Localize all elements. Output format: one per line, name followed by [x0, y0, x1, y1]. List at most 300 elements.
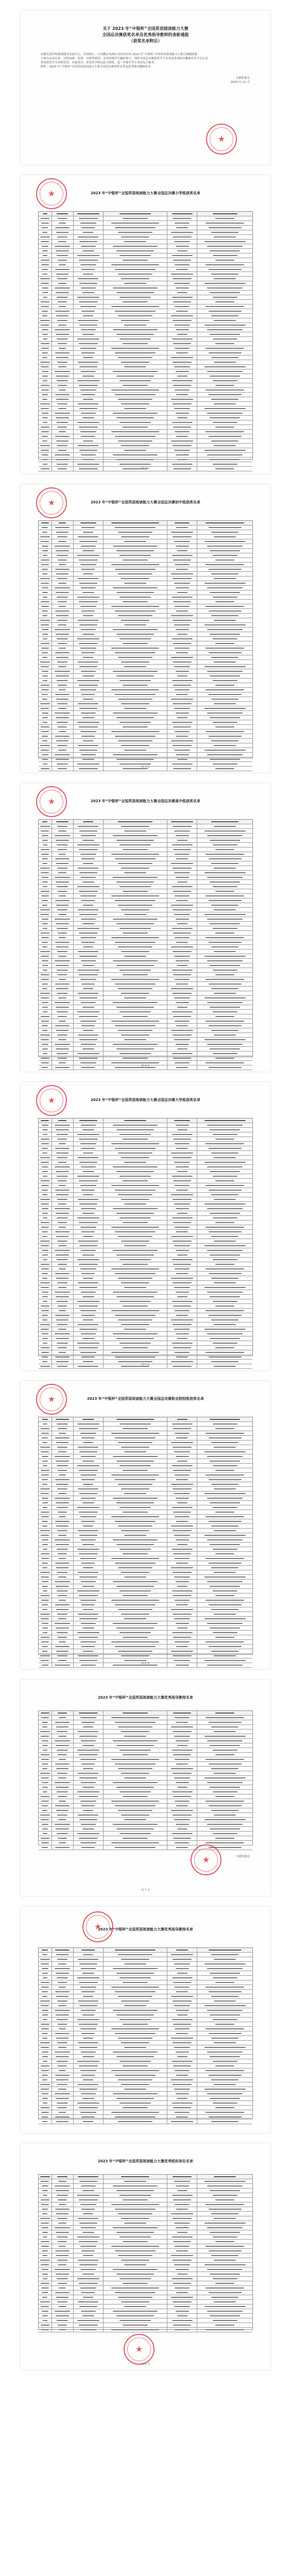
table-cell — [52, 1327, 74, 1331]
cell-text-mark — [41, 1987, 49, 1988]
table-cell — [39, 2207, 52, 2211]
table-cell — [167, 1976, 197, 1980]
cell-text-mark — [121, 1530, 149, 1531]
cell-text-mark — [210, 1007, 240, 1008]
table-cell — [167, 753, 197, 757]
cell-text-mark — [42, 1498, 49, 1499]
cell-text-mark — [211, 988, 238, 989]
table-cell — [74, 2253, 104, 2258]
table-cell — [52, 903, 74, 907]
table-row — [39, 1318, 252, 1323]
cell-text-mark — [121, 868, 149, 869]
cell-text-mark — [121, 1035, 149, 1036]
cell-text-mark — [41, 1558, 49, 1559]
table-row — [39, 1304, 252, 1309]
cell-text-mark — [42, 717, 48, 718]
cell-text-mark — [40, 745, 49, 746]
cell-text-mark — [83, 988, 93, 989]
cell-text-mark — [173, 560, 191, 561]
cell-text-mark — [173, 1512, 191, 1513]
cell-text-mark — [177, 717, 187, 718]
table-cell — [52, 2258, 74, 2262]
cell-text-mark — [171, 2255, 193, 2256]
table-row — [39, 2115, 252, 2120]
cell-text-mark — [207, 2269, 243, 2270]
cell-text-mark — [40, 278, 49, 279]
cell-text-mark — [121, 578, 149, 579]
table-row — [39, 940, 252, 945]
cell-text-mark — [57, 844, 69, 845]
table-row — [39, 1967, 252, 1971]
cell-text-mark — [55, 858, 70, 859]
cell-text-mark — [42, 1048, 48, 1049]
cell-text-mark — [176, 2292, 188, 2293]
cell-text-mark — [56, 292, 70, 293]
table-cell — [104, 757, 167, 761]
cell-text-mark — [42, 269, 48, 270]
cell-text-mark — [207, 1250, 243, 1251]
cell-text-mark — [119, 638, 151, 639]
table-cell — [74, 1459, 104, 1463]
table-cell — [104, 1262, 167, 1266]
table-cell — [39, 1730, 52, 1734]
cell-text-mark — [211, 1954, 238, 1955]
cell-text-mark — [58, 1777, 66, 1778]
cell-text-mark — [173, 1637, 191, 1638]
table-cell — [104, 1183, 167, 1188]
cell-text-mark — [210, 1048, 240, 1049]
table-cell — [167, 1543, 197, 1547]
cell-text-mark — [59, 1600, 66, 1601]
cell-text-mark — [40, 1488, 49, 1489]
cell-text-mark — [78, 2084, 98, 2085]
table-row — [39, 739, 252, 743]
table-cell — [104, 544, 167, 548]
cell-text-mark — [172, 1549, 193, 1550]
table-cell — [39, 2235, 52, 2239]
table-cell — [52, 2267, 74, 2272]
table-cell — [39, 337, 52, 341]
table-cell — [39, 277, 52, 281]
table-cell — [39, 558, 52, 562]
cell-text-mark — [55, 960, 71, 961]
table-cell — [74, 875, 104, 879]
table-row — [39, 332, 252, 337]
cell-text-mark — [111, 2329, 159, 2330]
cell-text-mark — [79, 1180, 98, 1181]
cell-text-mark — [210, 2190, 240, 2191]
table-cell — [197, 912, 252, 917]
table-cell — [104, 1556, 167, 1561]
table-cell — [74, 2300, 104, 2304]
cell-text-mark — [41, 1512, 49, 1513]
cell-text-mark — [214, 1959, 236, 1960]
cell-text-mark — [211, 905, 238, 906]
cell-text-mark — [171, 1484, 193, 1485]
table-cell — [74, 651, 104, 655]
table-cell — [197, 697, 252, 701]
cell-text-mark — [204, 1535, 246, 1536]
cell-text-mark — [78, 1157, 98, 1158]
table-cell — [104, 2189, 167, 2193]
table-cell — [39, 1757, 52, 1761]
cell-text-mark — [171, 1726, 193, 1727]
table-cell — [167, 286, 197, 290]
cell-text-mark — [41, 1819, 49, 1820]
table-cell — [197, 2226, 252, 2230]
table-cell — [74, 360, 104, 364]
table-cell — [104, 950, 167, 954]
table-row — [39, 425, 252, 430]
table-row — [39, 563, 252, 567]
cell-text-mark — [83, 740, 93, 741]
cell-text-mark — [42, 2274, 48, 2275]
cell-text-mark — [215, 2107, 234, 2108]
table-cell — [104, 558, 167, 562]
cell-text-mark — [56, 1609, 69, 1610]
cell-text-mark — [59, 389, 66, 391]
table-cell — [39, 889, 52, 893]
table-cell — [104, 1285, 167, 1290]
cell-text-mark — [204, 2181, 246, 2182]
table-cell — [52, 996, 74, 1000]
cell-text-mark — [111, 264, 159, 265]
table-cell — [74, 2045, 104, 2049]
table-cell — [39, 1001, 52, 1005]
cell-text-mark — [213, 255, 237, 256]
cell-text-mark — [215, 1058, 234, 1059]
cell-text-mark — [42, 754, 49, 755]
table-cell — [167, 706, 197, 710]
cell-text-mark — [211, 699, 238, 700]
cell-text-mark — [55, 287, 71, 289]
cell-text-mark — [173, 320, 192, 321]
cell-text-mark — [173, 536, 192, 537]
table-cell — [39, 281, 52, 285]
table-cell — [52, 567, 74, 571]
table-cell — [74, 263, 104, 267]
cell-text-mark — [79, 2325, 98, 2326]
cell-text-mark — [82, 334, 94, 335]
table-cell — [52, 1216, 74, 1220]
table-cell — [52, 2328, 74, 2332]
table-cell — [74, 852, 104, 856]
cell-text-mark — [78, 536, 98, 537]
table-cell — [74, 1309, 104, 1313]
cell-text-mark — [176, 1563, 188, 1564]
table-cell — [39, 1309, 52, 1313]
cell-text-mark — [57, 1815, 68, 1816]
table-row — [39, 1151, 252, 1156]
table-row — [39, 355, 252, 360]
cell-text-mark — [55, 611, 70, 612]
cell-text-mark — [177, 592, 187, 593]
table-cell — [39, 1725, 52, 1729]
cell-text-mark — [176, 1357, 188, 1358]
cell-text-mark — [57, 826, 68, 827]
table-cell — [39, 697, 52, 701]
cell-text-mark — [121, 2301, 149, 2302]
table-row — [39, 2221, 252, 2226]
table-cell — [167, 567, 197, 571]
cell-text-mark — [176, 919, 189, 920]
table-cell — [39, 1626, 52, 1630]
cell-text-mark — [214, 278, 236, 279]
table-cell — [39, 2314, 52, 2318]
cell-text-mark — [173, 1199, 192, 1200]
table-cell — [52, 2008, 74, 2012]
table-cell — [167, 2064, 197, 2068]
cell-text-mark — [176, 1166, 189, 1167]
table-cell — [39, 1612, 52, 1616]
table-cell — [104, 286, 167, 290]
cell-text-mark — [41, 283, 49, 284]
table-cell — [74, 1244, 104, 1248]
cell-text-mark — [81, 287, 96, 289]
cell-text-mark — [77, 2278, 99, 2279]
cell-text-mark — [78, 403, 98, 404]
cell-text-mark — [207, 371, 243, 372]
table-cell — [52, 899, 74, 903]
table-cell — [74, 692, 104, 697]
table-cell — [52, 2073, 74, 2077]
table-cell — [167, 688, 197, 692]
table-cell — [52, 535, 74, 539]
cell-text-mark — [41, 348, 49, 349]
cell-text-mark — [82, 2190, 94, 2191]
cell-text-mark — [210, 717, 240, 718]
table-cell — [197, 1216, 252, 1220]
cell-text-mark — [211, 1442, 238, 1443]
cell-text-mark — [214, 320, 236, 321]
table-cell — [74, 420, 104, 425]
signature-org: 大赛组委会 — [235, 77, 250, 80]
table-page — [21, 175, 270, 474]
table-cell — [74, 1281, 104, 1285]
table-cell — [52, 1207, 74, 1211]
table-cell — [52, 221, 74, 225]
cell-text-mark — [82, 1296, 94, 1297]
cell-text-mark — [57, 2301, 68, 2302]
table-row — [39, 922, 252, 926]
cell-text-mark — [56, 1030, 69, 1031]
table-cell — [167, 388, 197, 392]
table-cell — [104, 1422, 167, 1426]
cell-text-mark — [173, 993, 192, 994]
table-cell — [167, 1762, 197, 1766]
table-cell — [167, 549, 197, 553]
cell-text-mark — [111, 564, 159, 565]
table-cell — [52, 309, 74, 313]
table-cell — [39, 1743, 52, 1748]
table-cell — [104, 2092, 167, 2096]
cell-text-mark — [79, 1245, 97, 1246]
table-cell — [104, 2295, 167, 2299]
table-cell — [197, 406, 252, 411]
table-cell — [74, 655, 104, 659]
table-cell — [104, 2202, 167, 2207]
cell-text-mark — [215, 260, 234, 261]
table-cell — [167, 1570, 197, 1574]
cell-text-mark — [81, 1950, 95, 1951]
table-cell — [197, 1281, 252, 1285]
cell-text-mark — [57, 445, 68, 446]
table-cell — [39, 295, 52, 299]
table-cell — [104, 1468, 167, 1472]
table-cell — [74, 1482, 104, 1486]
cell-text-mark — [172, 464, 193, 465]
table-cell — [74, 711, 104, 715]
cell-text-mark — [176, 1044, 189, 1045]
cell-text-mark — [42, 629, 49, 630]
table-row — [39, 880, 252, 885]
cell-text-mark — [123, 1264, 148, 1265]
cell-text-mark — [209, 1479, 242, 1480]
cell-text-mark — [83, 440, 93, 442]
cell-text-mark — [174, 1736, 191, 1737]
award-table — [38, 819, 253, 1057]
cell-text-mark — [111, 223, 159, 224]
cell-text-mark — [78, 445, 98, 446]
cell-text-mark — [121, 1241, 149, 1242]
cell-text-mark — [83, 1194, 93, 1195]
seal-star-icon: ★ — [217, 134, 226, 144]
table-cell — [52, 2193, 74, 2197]
table-row — [39, 1281, 252, 1285]
cell-text-mark — [40, 1815, 49, 1816]
table-cell — [74, 2008, 104, 2012]
table-cell — [39, 258, 52, 262]
cell-text-mark — [58, 2199, 67, 2200]
cell-text-mark — [206, 1558, 244, 1559]
table-cell — [74, 1174, 104, 1178]
cell-text-mark — [80, 2246, 97, 2247]
table-cell — [167, 1990, 197, 1994]
table-cell — [197, 889, 252, 893]
table-cell — [167, 1024, 197, 1028]
cell-text-mark — [41, 450, 49, 451]
cell-text-mark — [78, 1199, 98, 1200]
table-cell — [74, 1612, 104, 1616]
table-row — [39, 1985, 252, 1990]
table-cell — [52, 253, 74, 258]
cell-text-mark — [215, 1470, 234, 1471]
table-cell — [197, 1295, 252, 1299]
cell-text-mark — [79, 1347, 98, 1348]
table-cell — [39, 1464, 52, 1468]
table-row — [39, 1285, 252, 1290]
table-cell — [74, 2059, 104, 2063]
cell-text-mark — [204, 624, 246, 625]
cell-text-mark — [41, 708, 49, 709]
cell-text-mark — [57, 1977, 69, 1978]
table-cell — [52, 521, 74, 525]
table-cell — [74, 572, 104, 576]
table-cell — [104, 1258, 167, 1262]
cell-text-mark — [42, 863, 47, 864]
table-cell — [197, 2041, 252, 2045]
cell-text-mark — [55, 919, 71, 920]
table-cell — [74, 1128, 104, 1132]
table-cell — [104, 1598, 167, 1602]
cell-text-mark — [56, 1171, 70, 1172]
cell-text-mark — [41, 1982, 49, 1983]
cell-text-mark — [210, 1338, 240, 1339]
table-cell — [167, 829, 197, 833]
cell-text-mark — [41, 831, 49, 832]
cell-text-mark — [115, 352, 156, 353]
cell-text-mark — [57, 2260, 68, 2261]
table-cell — [74, 899, 104, 903]
table-cell — [52, 1720, 74, 1724]
table-row — [39, 982, 252, 987]
table-cell — [197, 2267, 252, 2272]
cell-text-mark — [175, 1227, 190, 1228]
table-row — [39, 1957, 252, 1962]
cell-text-mark — [79, 2264, 97, 2265]
table-cell — [104, 1510, 167, 1514]
cell-text-mark — [42, 2014, 48, 2015]
cell-text-mark — [121, 620, 149, 621]
table-cell — [52, 885, 74, 889]
cell-text-mark — [123, 1754, 148, 1755]
cell-text-mark — [174, 1577, 191, 1578]
cell-text-mark — [58, 583, 66, 584]
cell-text-mark — [41, 1637, 49, 1638]
cell-text-mark — [42, 1764, 48, 1765]
cell-text-mark — [210, 675, 240, 676]
table-cell — [167, 328, 197, 332]
cell-text-mark — [41, 1838, 49, 1839]
table-cell — [104, 563, 167, 567]
table-row — [39, 665, 252, 669]
table-cell — [52, 393, 74, 397]
table-cell — [52, 1422, 74, 1426]
cell-text-mark — [40, 403, 49, 404]
table-cell — [39, 1533, 52, 1537]
table-cell — [74, 908, 104, 912]
cell-text-mark — [42, 1526, 47, 1527]
table-row — [39, 539, 252, 544]
cell-text-mark — [116, 2190, 155, 2191]
table-cell — [104, 360, 167, 364]
cell-text-mark — [81, 2075, 95, 2076]
table-cell — [167, 730, 197, 734]
cell-text-mark — [118, 1526, 153, 1527]
cell-text-mark — [43, 2278, 47, 2279]
cell-text-mark — [78, 2001, 98, 2002]
cell-text-mark — [41, 1736, 49, 1737]
table-cell — [197, 1649, 252, 1653]
table-cell — [74, 702, 104, 706]
cell-text-mark — [43, 555, 47, 556]
cell-text-mark — [174, 2005, 191, 2006]
cell-text-mark — [42, 965, 48, 966]
table-cell — [167, 1832, 197, 1836]
table-cell — [167, 1028, 197, 1032]
cell-text-mark — [56, 759, 70, 760]
cell-text-mark — [83, 2121, 93, 2122]
cell-text-mark — [124, 1329, 146, 1330]
cell-text-mark — [119, 1590, 151, 1591]
table-cell — [52, 379, 74, 383]
table-cell — [74, 669, 104, 673]
table-cell — [74, 1276, 104, 1280]
table-cell — [104, 1137, 167, 1141]
table-cell — [52, 212, 74, 216]
table-cell — [52, 2027, 74, 2031]
table-cell — [52, 1505, 74, 1510]
